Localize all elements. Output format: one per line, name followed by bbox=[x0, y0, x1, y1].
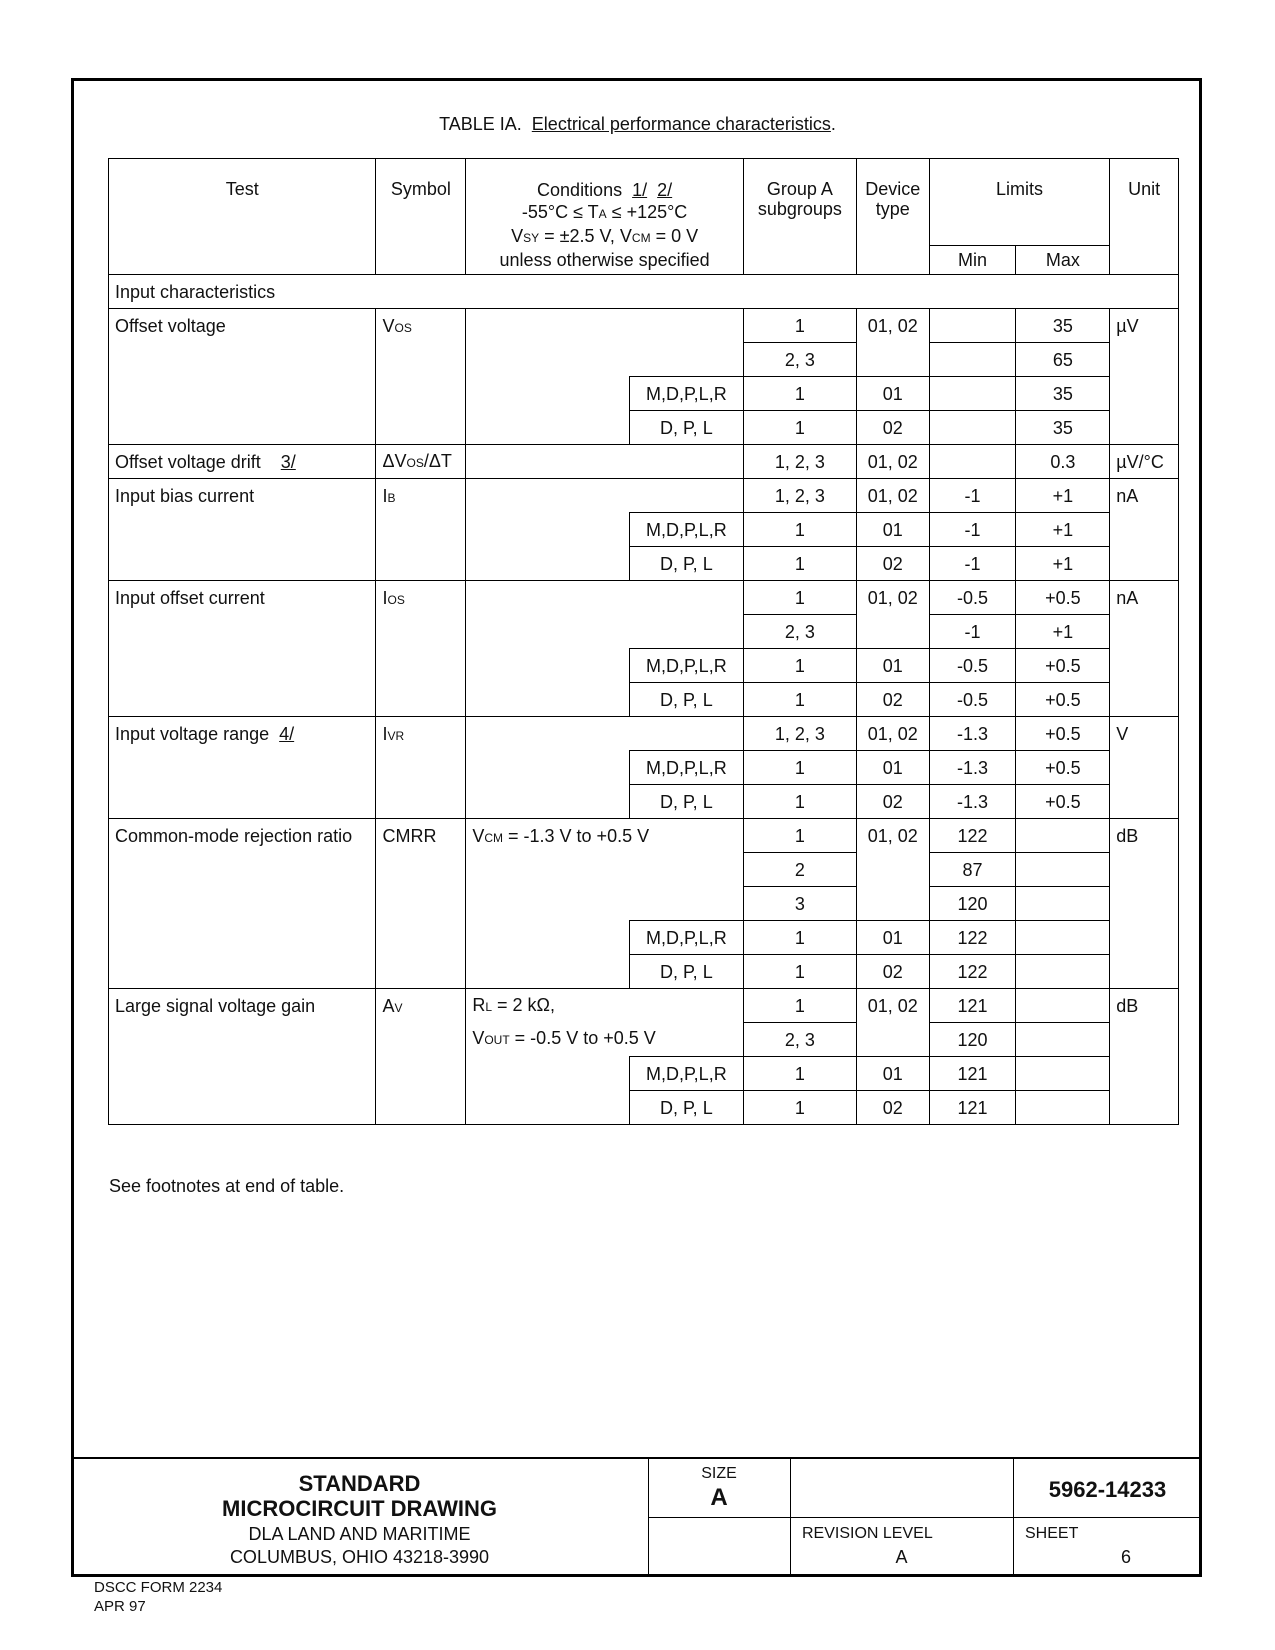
table-row bbox=[109, 819, 1179, 853]
subgroup: 1 bbox=[743, 785, 856, 819]
symbol: IOS bbox=[376, 581, 466, 717]
conditions: VOUT = -0.5 V to +0.5 V bbox=[466, 1023, 744, 1057]
condition: D, P, L bbox=[629, 955, 743, 989]
max bbox=[1016, 853, 1110, 887]
table-row bbox=[109, 479, 1179, 513]
header-symbol: Symbol bbox=[376, 159, 466, 275]
device: 01, 02 bbox=[856, 445, 929, 479]
table-row bbox=[109, 309, 1179, 343]
test-name: Common-mode rejection ratio bbox=[109, 819, 376, 989]
size-value: A bbox=[710, 1484, 728, 1511]
max bbox=[1016, 1057, 1110, 1091]
max: +1 bbox=[1016, 513, 1110, 547]
max: 35 bbox=[1016, 377, 1110, 411]
min: -1 bbox=[929, 547, 1016, 581]
max bbox=[1016, 955, 1110, 989]
subgroup: 1 bbox=[743, 513, 856, 547]
symbol: ΔVOS/ΔT bbox=[376, 445, 466, 479]
subgroup: 1 bbox=[743, 751, 856, 785]
table-row bbox=[109, 717, 1179, 751]
revision-value: A bbox=[895, 1547, 908, 1567]
device: 01, 02 bbox=[856, 309, 929, 377]
subgroup: 1 bbox=[743, 581, 856, 615]
subgroup: 1 bbox=[743, 377, 856, 411]
conditions bbox=[466, 717, 744, 751]
header-min: Min bbox=[929, 246, 1016, 275]
conditions-blank bbox=[466, 1091, 630, 1125]
title-block bbox=[71, 1457, 1202, 1577]
condition: M,D,P,L,R bbox=[629, 513, 743, 547]
min: 122 bbox=[929, 819, 1016, 853]
max bbox=[1016, 989, 1110, 1023]
subgroup: 1 bbox=[743, 1091, 856, 1125]
condition: D, P, L bbox=[629, 547, 743, 581]
subgroup: 1 bbox=[743, 309, 856, 343]
max: +0.5 bbox=[1016, 751, 1110, 785]
max: 35 bbox=[1016, 309, 1110, 343]
subgroup: 1 bbox=[743, 1057, 856, 1091]
device: 01, 02 bbox=[856, 989, 929, 1057]
symbol: IVR bbox=[376, 717, 466, 819]
device: 02 bbox=[856, 683, 929, 717]
form-date: APR 97 bbox=[94, 1598, 146, 1615]
min: 121 bbox=[929, 1057, 1016, 1091]
subgroup: 1 bbox=[743, 411, 856, 445]
header-conditions: Conditions 1/ 2/ -55°C ≤ TA ≤ +125°C VSY = ±2.5 V, VCM = 0 V unless otherwise specified bbox=[466, 159, 744, 275]
header-unit: Unit bbox=[1110, 159, 1179, 275]
subgroup: 3 bbox=[743, 887, 856, 921]
caption-title: Electrical performance characteristics bbox=[531, 114, 831, 134]
device: 01 bbox=[856, 921, 929, 955]
max bbox=[1016, 1023, 1110, 1057]
min: 87 bbox=[929, 853, 1016, 887]
condition: M,D,P,L,R bbox=[629, 921, 743, 955]
condition: M,D,P,L,R bbox=[629, 1057, 743, 1091]
table-caption bbox=[0, 114, 1275, 135]
conditions: RL = 2 kΩ, bbox=[466, 989, 744, 1023]
max: +0.5 bbox=[1016, 717, 1110, 751]
subgroup: 1, 2, 3 bbox=[743, 479, 856, 513]
conditions-blank bbox=[466, 649, 630, 683]
test-name: Offset voltage bbox=[109, 309, 376, 445]
condition: D, P, L bbox=[629, 411, 743, 445]
header-row bbox=[109, 159, 1179, 246]
section-row bbox=[109, 275, 1179, 309]
condition: M,D,P,L,R bbox=[629, 751, 743, 785]
revision-label: REVISION LEVEL bbox=[802, 1525, 933, 1542]
caption-prefix: TABLE IA. bbox=[439, 114, 522, 134]
condition: M,D,P,L,R bbox=[629, 377, 743, 411]
device: 02 bbox=[856, 547, 929, 581]
subgroup: 1, 2, 3 bbox=[743, 717, 856, 751]
max: +0.5 bbox=[1016, 581, 1110, 615]
device: 01, 02 bbox=[856, 819, 929, 921]
max bbox=[1016, 819, 1110, 853]
max bbox=[1016, 887, 1110, 921]
max bbox=[1016, 1091, 1110, 1125]
header-group-a: Group A subgroups bbox=[743, 159, 856, 275]
min: -0.5 bbox=[929, 581, 1016, 615]
section-title: Input characteristics bbox=[109, 275, 1179, 309]
device: 01 bbox=[856, 377, 929, 411]
min bbox=[929, 343, 1016, 377]
form-footer bbox=[94, 1578, 222, 1616]
conditions bbox=[466, 309, 744, 377]
max: 65 bbox=[1016, 343, 1110, 377]
test-name: Input bias current bbox=[109, 479, 376, 581]
min bbox=[929, 445, 1016, 479]
test-name: Input offset current bbox=[109, 581, 376, 717]
agency: DLA LAND AND MARITIME COLUMBUS, OHIO 43218-3990 bbox=[229, 1524, 490, 1567]
device: 01, 02 bbox=[856, 479, 929, 513]
unit: V bbox=[1110, 717, 1179, 819]
min: 120 bbox=[929, 887, 1016, 921]
max: +0.5 bbox=[1016, 785, 1110, 819]
max: 35 bbox=[1016, 411, 1110, 445]
max: +1 bbox=[1016, 547, 1110, 581]
unit: dB bbox=[1110, 989, 1179, 1125]
min: 121 bbox=[929, 1091, 1016, 1125]
unit: nA bbox=[1110, 479, 1179, 581]
subgroup: 1 bbox=[743, 989, 856, 1023]
conditions-blank bbox=[466, 513, 630, 547]
conditions-blank bbox=[466, 377, 630, 411]
unit: µV bbox=[1110, 309, 1179, 445]
sheet-value: 6 bbox=[1120, 1547, 1131, 1567]
device: 02 bbox=[856, 955, 929, 989]
min: -0.5 bbox=[929, 683, 1016, 717]
device: 02 bbox=[856, 785, 929, 819]
footnote-reference: See footnotes at end of table. bbox=[109, 1176, 345, 1196]
conditions-blank bbox=[466, 547, 630, 581]
max: +1 bbox=[1016, 479, 1110, 513]
min: -0.5 bbox=[929, 649, 1016, 683]
condition: D, P, L bbox=[629, 683, 743, 717]
condition: D, P, L bbox=[629, 1091, 743, 1125]
header-test: Test bbox=[109, 159, 376, 275]
min: -1 bbox=[929, 513, 1016, 547]
subgroup: 2, 3 bbox=[743, 343, 856, 377]
conditions-blank bbox=[466, 751, 630, 785]
conditions-blank bbox=[466, 921, 630, 955]
unit: dB bbox=[1110, 819, 1179, 989]
header-max: Max bbox=[1016, 246, 1110, 275]
subgroup: 2 bbox=[743, 853, 856, 887]
conditions-blank bbox=[466, 955, 630, 989]
conditions bbox=[466, 479, 744, 513]
header-device-type: Device type bbox=[856, 159, 929, 275]
min: -1.3 bbox=[929, 717, 1016, 751]
table-row bbox=[109, 581, 1179, 615]
min: -1.3 bbox=[929, 785, 1016, 819]
header-limits: Limits bbox=[929, 159, 1110, 246]
conditions: VCM = -1.3 V to +0.5 V bbox=[466, 819, 744, 921]
table-row bbox=[109, 989, 1179, 1023]
table-row bbox=[109, 445, 1179, 479]
min bbox=[929, 411, 1016, 445]
subgroup: 1 bbox=[743, 547, 856, 581]
performance-table bbox=[108, 158, 1179, 1125]
conditions-blank bbox=[466, 411, 630, 445]
conditions-blank bbox=[466, 785, 630, 819]
symbol: AV bbox=[376, 989, 466, 1125]
device: 01 bbox=[856, 513, 929, 547]
caption-suffix: . bbox=[830, 114, 836, 134]
min bbox=[929, 309, 1016, 343]
min: -1 bbox=[929, 479, 1016, 513]
symbol: VOS bbox=[376, 309, 466, 445]
subgroup: 2, 3 bbox=[743, 1023, 856, 1057]
symbol: CMRR bbox=[376, 819, 466, 989]
subgroup: 1 bbox=[743, 955, 856, 989]
condition: D, P, L bbox=[629, 785, 743, 819]
form-number: DSCC FORM 2234 bbox=[94, 1579, 223, 1596]
min: 122 bbox=[929, 921, 1016, 955]
std-title: STANDARD MICROCIRCUIT DRAWING bbox=[222, 1471, 497, 1521]
conditions bbox=[466, 581, 744, 649]
max bbox=[1016, 921, 1110, 955]
subgroup: 1, 2, 3 bbox=[743, 445, 856, 479]
subgroup: 2, 3 bbox=[743, 615, 856, 649]
device: 01 bbox=[856, 649, 929, 683]
device: 01 bbox=[856, 1057, 929, 1091]
max: 0.3 bbox=[1016, 445, 1110, 479]
subgroup: 1 bbox=[743, 649, 856, 683]
subgroup: 1 bbox=[743, 921, 856, 955]
test-name: Large signal voltage gain bbox=[109, 989, 376, 1125]
conditions-blank bbox=[466, 1057, 630, 1091]
min: 121 bbox=[929, 989, 1016, 1023]
condition: M,D,P,L,R bbox=[629, 649, 743, 683]
device: 02 bbox=[856, 411, 929, 445]
subgroup: 1 bbox=[743, 819, 856, 853]
min: 122 bbox=[929, 955, 1016, 989]
subgroup: 1 bbox=[743, 683, 856, 717]
symbol: IB bbox=[376, 479, 466, 581]
min bbox=[929, 377, 1016, 411]
unit: µV/°C bbox=[1110, 445, 1179, 479]
device: 01, 02 bbox=[856, 581, 929, 649]
min: -1.3 bbox=[929, 751, 1016, 785]
max: +1 bbox=[1016, 615, 1110, 649]
test-name: Offset voltage drift 3/ bbox=[109, 445, 376, 479]
device: 02 bbox=[856, 1091, 929, 1125]
min: -1 bbox=[929, 615, 1016, 649]
conditions-blank bbox=[466, 683, 630, 717]
max: +0.5 bbox=[1016, 683, 1110, 717]
min: 120 bbox=[929, 1023, 1016, 1057]
document-number: 5962-14233 bbox=[1048, 1477, 1167, 1502]
test-name: Input voltage range 4/ bbox=[109, 717, 376, 819]
max: +0.5 bbox=[1016, 649, 1110, 683]
device: 01 bbox=[856, 751, 929, 785]
unit: nA bbox=[1110, 581, 1179, 717]
sheet-label: SHEET bbox=[1025, 1525, 1079, 1542]
device: 01, 02 bbox=[856, 717, 929, 751]
size-label: SIZE bbox=[701, 1465, 737, 1482]
conditions bbox=[466, 445, 744, 479]
